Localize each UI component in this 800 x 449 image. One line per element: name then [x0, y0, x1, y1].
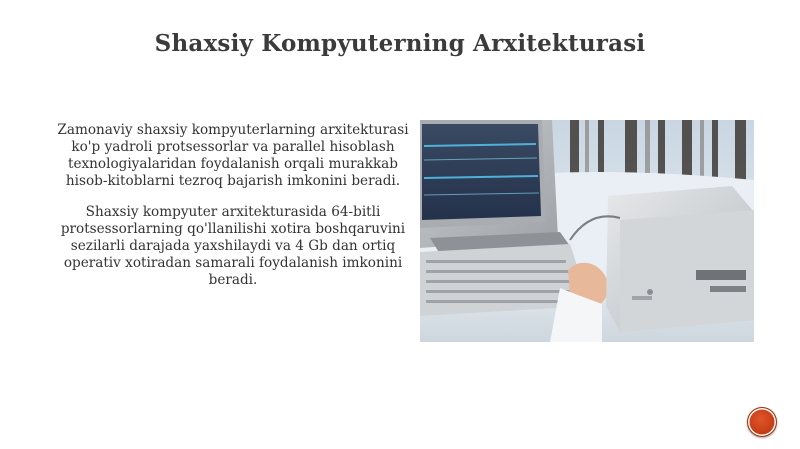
computer-photo	[420, 120, 754, 342]
next-slide-button[interactable]	[747, 407, 777, 437]
slide-title: Shaxsiy Kompyuterning Arxitekturasi	[154, 30, 646, 57]
slide-body	[50, 122, 416, 303]
paragraph-2: Shaxsiy kompyuter arxitekturasida 64-bitli protsessorlarning qo'llanilishi xotira boshqaruvini sezilarli darajada yaxshilaydi va 4 Gb dan ortiq operativ xotiradan samarali foydalanish imkonini beradi.	[60, 204, 406, 288]
paragraph-1: Zamonaviy shaxsiy kompyuterlarning arxitekturasi ko'p yadroli protsessorlar va parallel hisoblash texnologiyalaridan foydalanish orqali murakkab hisob-kitoblarni tezroq bajarish imkonini beradi.	[57, 122, 409, 189]
